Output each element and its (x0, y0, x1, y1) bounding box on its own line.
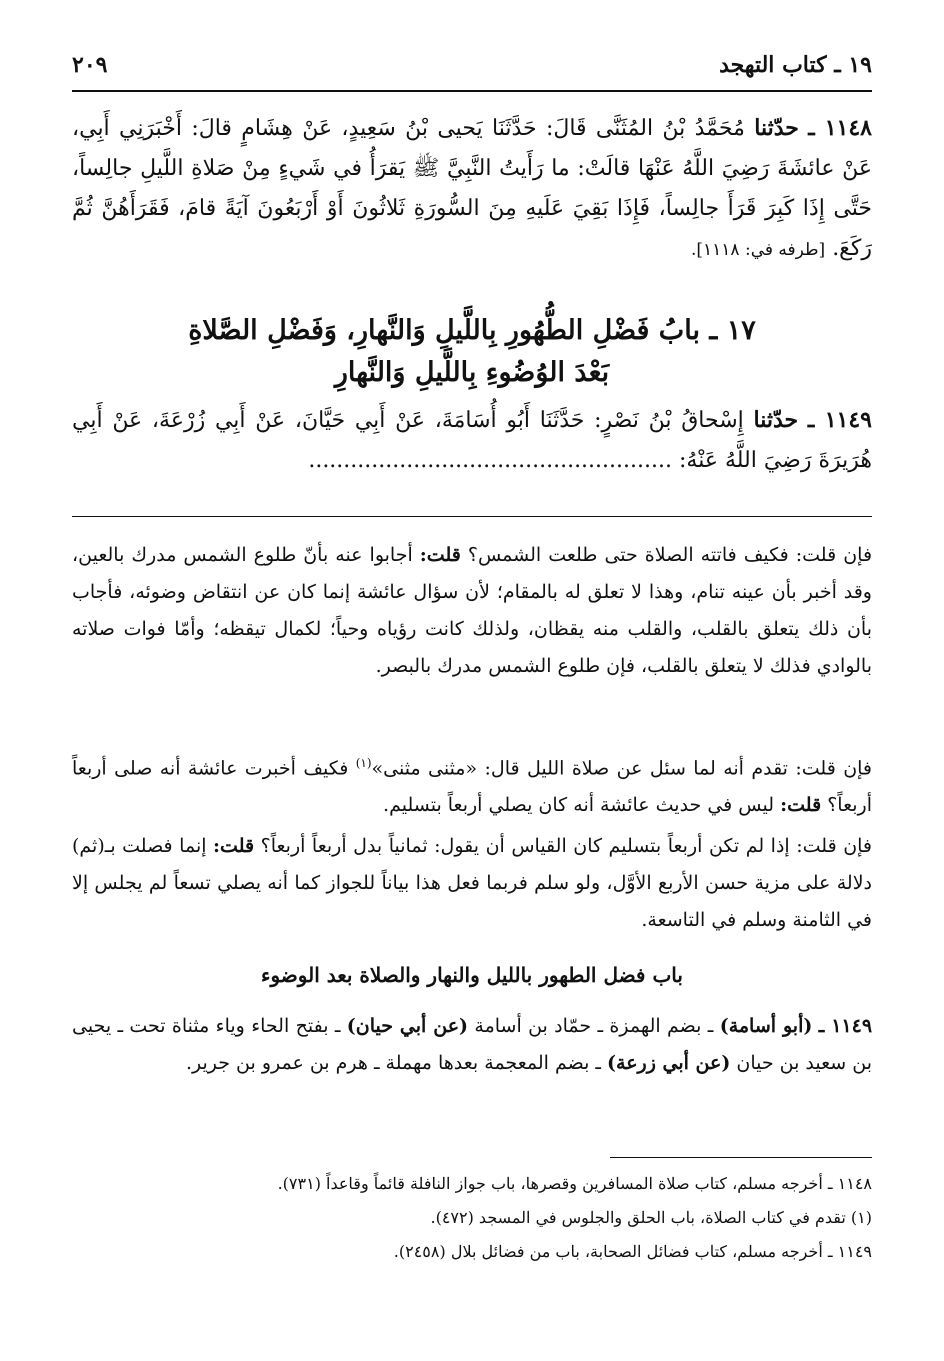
commentary-paragraph-4 (72, 1008, 872, 1082)
hadith-lead: حدّثنا (753, 407, 799, 433)
answer-text: إنما فصلت بـ(ثم) دلالة على مزية حسن الأربع الأوَّل، ولو سلم فربما فعل هذا بياناً للجواز كما أنه يصلي تسعاً لم يجلس إلا في الثامنة وسلم في التاسعة. (72, 835, 872, 931)
question-text: تقدم أنه لما سئل عن صلاة الليل قال: «مثنى مثنى» (371, 757, 788, 780)
hadith-number: ١١٤٩ ـ (807, 407, 872, 433)
chapter-title: ١٩ ـ كتاب التهجد (719, 52, 872, 78)
question-text-continued: فكيف أخبرت عائشة أنه صلى أربعاً أربعاً؟ (72, 757, 872, 817)
footnote-1149: ١١٤٩ ـ أخرجه مسلم، كتاب فضائل الصحابة، باب من فضائل بلال (٢٤٥٨). (393, 1242, 872, 1261)
answer-label: قلت: (213, 835, 255, 857)
footnote-reference: (١) (355, 756, 372, 770)
ellipsis-dots: .................................................... (308, 448, 672, 473)
question-label: فإن قلت: (795, 757, 873, 780)
answer-text: ليس في حديث عائشة أنه كان يصلي أربعاً بتسليم. (383, 794, 775, 817)
running-header (72, 40, 872, 92)
answer-label: قلت: (780, 794, 822, 817)
hadith-1148 (72, 108, 872, 270)
section-divider (72, 516, 872, 517)
question-label: فإن قلت: (796, 835, 873, 857)
explanation-3: ـ بضم المعجمة بعدها مهملة ـ هرم بن عمرو بن جرير. (185, 1052, 601, 1074)
explanation-1: ـ بضم الهمزة ـ حمّاد بن أسامة (474, 1015, 714, 1037)
footnote-1: (١) تقدم في كتاب الصلاة، باب الحلق والجلوس في المسجد (٤٧٢). (430, 1208, 872, 1227)
taraf-reference: [طرفه في: ١١١٨]. (690, 240, 826, 260)
question-label: فإن قلت: (795, 544, 873, 566)
commentary-bab-title: باب فضل الطهور بالليل والنهار والصلاة بعد الوضوء (261, 963, 683, 987)
commentary-hadith-number: ١١٤٩ ـ (818, 1015, 873, 1037)
bab-heading (72, 310, 872, 394)
term-abu-usama: (أبو أسامة) (719, 1015, 813, 1037)
bab-heading-line-1: ١٧ ـ بابُ فَضْلِ الطُّهُورِ بِاللَّيلِ وَالنَّهارِ، وَفَضْلِ الصَّلاةِ (188, 315, 756, 346)
footnote-1148: ١١٤٨ ـ أخرجه مسلم، كتاب صلاة المسافرين وقصرها، باب جواز النافلة قائماً وقاعداً (٧٣١). (277, 1174, 872, 1193)
answer-text: أجابوا عنه بأنّ طلوع الشمس مدرك بالعين، وقد أخبر بأن عينه تنام، وهذا لا تعلق له بالمقام؛ لأن سؤال عائشة إنما كان عن انتقاض وضوئه، فأجاب بأن ذلك يتعلق بالقلب، والقلب منه يقظان، ولذلك كانت رؤياه وحياً؛ لكمال تيقظه؛ وأمّا فوات صلاته بالوادي فذلك لا يتعلق بالقلب، فإن طلوع الشمس مدرك بالبصر. (72, 544, 872, 677)
hadith-number: ١١٤٨ ـ (808, 115, 872, 141)
question-text: فكيف فاتته الصلاة حتى طلعت الشمس؟ (467, 544, 789, 566)
hadith-text: مُحَمَّدُ بْنُ المُثَنَّى قَالَ: حَدَّثَنَا يَحيى بْنُ سَعِيدٍ، عَنْ هِشَامٍ قالَ: أَخْبَرَنِي أَبِي، عَنْ عائشَةَ رَضِيَ اللَّهُ عَنْهَا قالَتْ: ما رَأَيتُ النَّبِيَّ ﷺ يَقرَأُ في شَيءٍ مِنْ صَلاةِ اللَّيلِ جالِساً، حَتَّى إِذَا كَبِرَ قَرَأَ جالِساً، فَإِذَا بَقِيَ عَلَيهِ مِنَ السُّورَةِ ثَلاثُونَ أَوْ أَرْبَعُونَ آيَةً قامَ، فَقَرَأَهُنَّ ثُمَّ رَكَعَ. (72, 116, 872, 261)
commentary-paragraph-1 (72, 537, 872, 685)
bab-heading-line-2: بَعْدَ الوُضُوءِ بِاللَّيلِ وَالنَّهارِ (334, 357, 610, 388)
commentary-paragraph-2 (72, 745, 872, 824)
hadith-lead: حدّثنا (754, 115, 799, 141)
hadith-text: إِسْحاقُ بْنُ نَصْرٍ: حَدَّثَنَا أَبُو أُسَامَةَ، عَنْ أَبِي حَيَّانَ، عَنْ أَبِي زُرْعَةَ، عَنْ أَبِي هُرَيرَةَ رَضِيَ اللَّهُ عَنْهُ: (72, 408, 872, 473)
page-number: ٢٠٩ (72, 52, 108, 78)
term-abu-zura: (عن أبي زرعة) (607, 1052, 731, 1074)
question-text: إذا لم تكن أربعاً بتسليم كان القياس أن يقول: ثمانياً بدل أربعاً أربعاً؟ (260, 835, 790, 857)
answer-label: قلت: (419, 544, 461, 566)
hadith-1149 (72, 400, 872, 481)
footnote-divider (610, 1157, 872, 1158)
explanation-2: ـ بفتح الحاء وياء مثناة تحت ـ يحيى بن سعيد بن حيان (72, 1015, 872, 1074)
term-abu-hayyan: (عن أبي حيان) (346, 1015, 469, 1037)
commentary-paragraph-3 (72, 828, 872, 939)
